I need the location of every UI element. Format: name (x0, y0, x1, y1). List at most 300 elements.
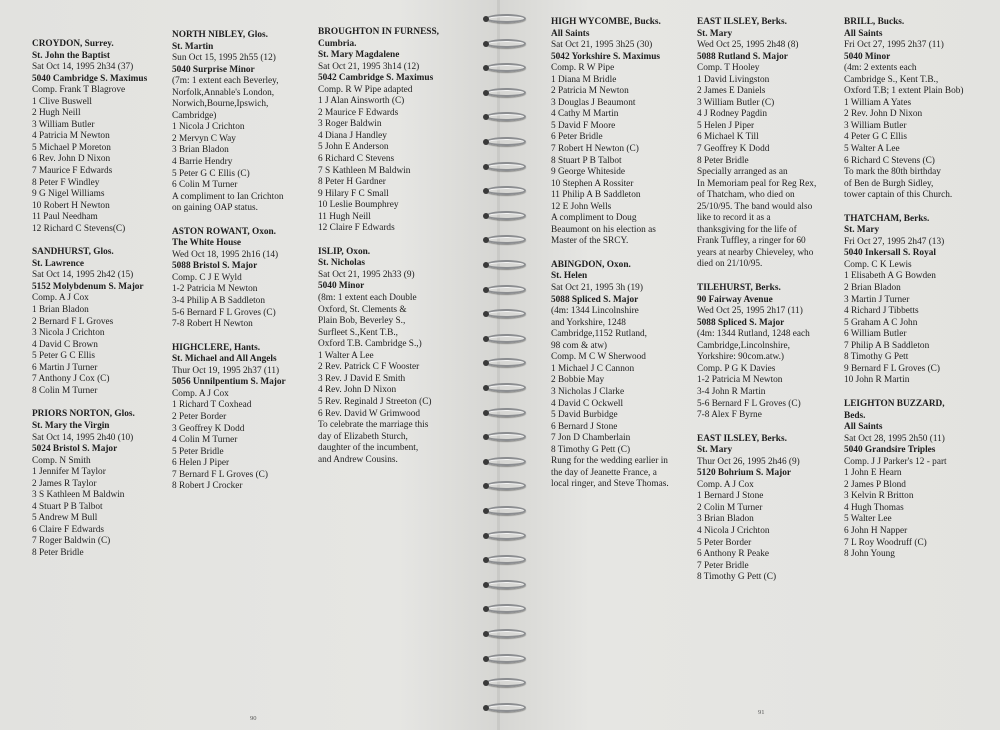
peal-line: 8 Peter Bridle (32, 547, 84, 558)
spiral-ring (486, 63, 526, 72)
peal-line: 1 Diana M Bridle (551, 74, 617, 85)
peal-line: Comp. C J E Wyld (172, 272, 242, 283)
peal-line: Comp. R W Pipe (551, 63, 615, 74)
peal-line: 5024 Bristol S. Major (32, 444, 118, 455)
binding-hole (483, 360, 489, 366)
peal-line: 5040 Minor (318, 281, 365, 292)
peal-line: 6 Bernard J Stone (551, 421, 618, 432)
peal-line: 11 Hugh Neill (318, 211, 371, 222)
binding-hole (483, 16, 489, 22)
peal-line: 5042 Yorkshire S. Maximus (551, 51, 660, 62)
peal-line: 5 Graham A C John (844, 317, 918, 328)
peal-line: Comp. M C W Sherwood (551, 352, 646, 363)
peal-line: 6 Rev. David W Grimwood (318, 408, 421, 419)
peal-line: Cumbria. (318, 38, 357, 49)
peal-line: Yorkshire: 90com.atw.) (697, 352, 785, 363)
peal-line: 5 Walter A Lee (844, 144, 900, 155)
peal-line: Comp. A J Cox (32, 293, 89, 304)
peal-line: 12 Richard C Stevens(C) (32, 223, 126, 234)
peal-line: 10 Robert H Newton (32, 200, 110, 211)
peal-line: 2 Peter Border (172, 411, 227, 422)
peal-record (844, 214, 994, 387)
spiral-ring (486, 112, 526, 121)
peal-line: 1-2 Patricia M Newton (172, 284, 258, 295)
peal-line: on gaining OAP status. (172, 203, 258, 214)
peal-line: Comp. A J Cox (697, 479, 754, 490)
peal-line: Frank Tuffley, a ringer for 60 (697, 236, 806, 247)
peal-line: 6 Helen J Piper (172, 458, 230, 469)
peal-line: 7-8 Robert H Newton (172, 319, 253, 330)
peal-line: St. Mary (844, 225, 880, 236)
peal-line: 10 Leslie Boumphrey (318, 200, 399, 211)
peal-line: St. Mary Magdalene (318, 50, 400, 61)
peal-record (551, 17, 691, 248)
spiral-ring (486, 555, 526, 564)
peal-line: 5 Peter G C Ellis (32, 351, 96, 362)
spiral-ring (486, 260, 526, 269)
peal-line: 5 Andrew M Bull (32, 513, 98, 524)
peal-line: 4 Richard J Tibbetts (844, 306, 919, 317)
spiral-ring (486, 309, 526, 318)
peal-line: 2 Patricia M Newton (551, 86, 629, 97)
peal-line: Thur Oct 19, 1995 2h37 (11) (172, 365, 280, 376)
peal-line: All Saints (551, 28, 590, 39)
peal-line: 5040 Grandsire Triples (844, 445, 936, 456)
peal-line: NORTH NIBLEY, Glos. (172, 30, 268, 40)
peal-line: like to record it as a (697, 213, 771, 224)
peal-line: 5040 Minor (844, 51, 891, 62)
peal-line: 12 Claire F Edwards (318, 223, 395, 234)
peal-line: 3 William Butler (844, 120, 907, 131)
peal-line: tower captain of this Church. (844, 190, 953, 201)
peal-line: 4 Peter G C Ellis (844, 132, 908, 143)
peal-line: 2 Maurice F Edwards (318, 107, 399, 118)
peal-line: 4 Patricia M Newton (32, 131, 110, 142)
peal-column-2 (172, 30, 312, 493)
peal-line: 5 John E Anderson (318, 142, 389, 153)
spiral-ring (486, 678, 526, 687)
peal-line: TILEHURST, Berks. (697, 283, 781, 294)
binding-hole (483, 508, 489, 514)
peal-line: 6 William Butler (844, 329, 907, 340)
peal-record (32, 39, 162, 235)
peal-record (844, 17, 994, 202)
binding-hole (483, 65, 489, 71)
peal-record (697, 434, 837, 584)
peal-line: LEIGHTON BUZZARD, (844, 398, 945, 409)
peal-line: 2 Rev. Patrick C F Wooster (318, 362, 420, 373)
peal-column-5 (697, 17, 837, 584)
peal-line: local ringer, and Steve Thomas. (551, 479, 669, 490)
peal-line: HIGHCLERE, Hants. (172, 342, 261, 353)
peal-line: Sun Oct 15, 1995 2h55 (12) (172, 53, 276, 64)
peal-line: 2 Brian Bladon (844, 283, 901, 294)
peal-record (318, 247, 468, 466)
peal-line: A compliment to Doug (551, 213, 637, 224)
page-number-left: 90 (250, 715, 257, 722)
peal-line: 1 William A Yates (844, 97, 912, 108)
spiral-ring (486, 358, 526, 367)
peal-line: 3-4 Philip A B Saddleton (172, 296, 265, 307)
peal-line: 7 Bernard F L Groves (C) (172, 469, 268, 480)
peal-line: CROYDON, Surrey. (32, 39, 114, 49)
peal-line: 7 Jon D Chamberlain (551, 433, 631, 444)
peal-line: St. Michael and All Angels (172, 354, 277, 365)
peal-line: 11 Paul Needham (32, 212, 98, 223)
peal-line: Sat Oct 21, 1995 3h (19) (551, 283, 643, 294)
peal-record (551, 260, 691, 491)
peal-line: EAST ILSLEY, Berks. (697, 17, 787, 27)
spiral-ring (486, 39, 526, 48)
peal-line: All Saints (844, 28, 883, 39)
peal-line: daughter of the incumbent, (318, 443, 419, 454)
peal-line: 3 Nicola J Crichton (32, 328, 105, 339)
peal-column-6 (844, 17, 994, 561)
peal-line: 8 Stuart P B Talbot (551, 155, 622, 166)
peal-line: (8m: 1 extent each Double (318, 293, 417, 304)
binding-hole (483, 262, 489, 268)
peal-column-1 (32, 39, 162, 560)
binding-hole (483, 114, 489, 120)
peal-line: 6 John H Napper (844, 525, 908, 536)
binding-hole (483, 287, 489, 293)
binding-hole (483, 680, 489, 686)
peal-line: Comp. J J Parker's 12 - part (844, 456, 947, 467)
peal-line: Sat Oct 21, 1995 3h14 (12) (318, 61, 420, 72)
spiral-ring (486, 457, 526, 466)
peal-line: 98 com & atw) (551, 340, 608, 351)
spiral-ring (486, 580, 526, 589)
peal-line: Wed Oct 25, 1995 2h48 (8) (697, 40, 799, 51)
peal-line: Wed Oct 25, 1995 2h17 (11) (697, 306, 803, 317)
binding-hole (483, 533, 489, 539)
peal-line: Wed Oct 18, 1995 2h16 (14) (172, 249, 279, 260)
peal-line: St. Mary the Virgin (32, 420, 110, 431)
peal-line: 7 Anthony J Cox (C) (32, 374, 110, 385)
peal-line: 5 David Burbidge (551, 410, 618, 421)
peal-line: 5040 Surprise Minor (172, 64, 255, 75)
peal-line: and Yorkshire, 1248 (551, 317, 626, 328)
spiral-ring (486, 654, 526, 663)
peal-line: Norwich,Bourne,Ipswich, (172, 99, 269, 110)
peal-record (172, 227, 312, 331)
peal-line: 8 Peter F Windley (32, 177, 100, 188)
peal-line: Norfolk,Annable's London, (172, 87, 275, 98)
peal-line: 1-2 Patricia M Newton (697, 375, 783, 386)
peal-line: 9 George Whiteside (551, 167, 626, 178)
peal-line: 7 Peter Bridle (697, 560, 749, 571)
peal-record (318, 27, 468, 235)
peal-line: 90 Fairway Avenue (697, 294, 773, 305)
peal-line: Oxford T.B; 1 extent Plain Bob) (844, 86, 964, 97)
peal-line: Sat Oct 21, 1995 2h33 (9) (318, 269, 415, 280)
binding-hole (483, 237, 489, 243)
peal-line: (4m: 1344 Lincolnshire (551, 306, 639, 317)
peal-line: 1 Michael J C Cannon (551, 363, 635, 374)
spiral-ring (486, 629, 526, 638)
peal-line: 2 Bobbie May (551, 375, 605, 386)
peal-line: 1 John E Hearn (844, 468, 902, 479)
peal-line: 5120 Bohrium S. Major (697, 468, 791, 479)
peal-line: 3 S Kathleen M Baldwin (32, 490, 125, 501)
peal-record (697, 283, 837, 422)
spiral-ring (486, 88, 526, 97)
peal-line: ISLIP, Oxon. (318, 246, 371, 257)
peal-line: 9 G Nigel Williams (32, 189, 105, 200)
peal-line: Comp. R W Pipe adapted (318, 84, 413, 95)
binding-hole (483, 459, 489, 465)
peal-line: Sat Oct 21, 1995 3h25 (30) (551, 40, 653, 51)
binding-hole (483, 410, 489, 416)
peal-line: 5042 Cambridge S. Maximus (318, 73, 434, 84)
peal-line: day of Elizabeth Sturch, (318, 431, 408, 442)
binding-hole (483, 606, 489, 612)
peal-line: Oxford, St. Clements & (318, 304, 407, 315)
spiral-ring (486, 432, 526, 441)
peal-line: (4m: 1344 Rutland, 1248 each (697, 329, 810, 340)
peal-line: 6 Claire F Edwards (32, 524, 105, 535)
peal-line: BROUGHTON IN FURNESS, (318, 27, 439, 37)
peal-line: 2 James E Daniels (697, 86, 766, 97)
peal-line: HIGH WYCOMBE, Bucks. (551, 17, 661, 27)
binding-hole (483, 164, 489, 170)
peal-line: Sat Oct 14, 1995 2h34 (37) (32, 62, 134, 73)
peal-line: 8 Colin M Turner (32, 385, 98, 396)
peal-line: died on 21/10/95. (697, 259, 763, 270)
spiral-ring (486, 506, 526, 515)
peal-column-4 (551, 17, 691, 491)
peal-line: 5 Walter Lee (844, 514, 892, 525)
spiral-ring (486, 211, 526, 220)
peal-line: Comp. Frank T Blagrove (32, 85, 126, 96)
peal-line: 10 Stephen A Rossiter (551, 178, 634, 189)
peal-line: 1 Jennifer M Taylor (32, 467, 106, 478)
peal-line: 7 Roger Baldwin (C) (32, 536, 111, 547)
peal-line: 2 Colin M Turner (697, 502, 763, 513)
peal-line: and Andrew Cousins. (318, 454, 398, 465)
binding-hole (483, 385, 489, 391)
spiral-ring (486, 383, 526, 392)
peal-line: 3 Rev. J David E Smith (318, 373, 406, 384)
peal-line: Sat Oct 28, 1995 2h50 (11) (844, 433, 945, 444)
peal-line: 8 Timothy G Pett (C) (551, 444, 631, 455)
peal-line: 5088 Spliced S. Major (697, 317, 785, 328)
spiral-ring (486, 531, 526, 540)
peal-line: 3 Douglas J Beaumont (551, 97, 636, 108)
peal-line: 5088 Spliced S. Major (551, 294, 639, 305)
peal-line: 10 John R Martin (844, 375, 910, 386)
peal-line: 5 Peter Border (697, 537, 752, 548)
peal-line: Comp. N Smith (32, 455, 91, 466)
peal-line: Beaumont on his election as (551, 224, 656, 235)
binding-hole (483, 188, 489, 194)
peal-line: the day of Jeanette France, a (551, 467, 657, 478)
peal-line: 1 Richard T Coxhead (172, 400, 252, 411)
spiral-ring (486, 604, 526, 613)
peal-line: 9 Hilary F C Small (318, 188, 389, 199)
binding-hole (483, 631, 489, 637)
peal-line: 6 Anthony R Peake (697, 549, 770, 560)
peal-line: 2 Hugh Neill (32, 108, 81, 119)
peal-line: 6 Martin J Turner (32, 362, 98, 373)
peal-line: 5-6 Bernard F L Groves (C) (697, 398, 801, 409)
peal-line: 1 Elisabeth A G Bowden (844, 271, 936, 282)
peal-line: SANDHURST, Glos. (32, 247, 114, 258)
peal-line: In Memoriam peal for Reg Rex, (697, 178, 817, 189)
peal-line: 4 Rev. John D Nixon (318, 385, 397, 396)
peal-line: 9 Bernard F L Groves (C) (844, 363, 940, 374)
peal-line: 1 Bernard J Stone (697, 491, 764, 502)
peal-line: A compliment to Ian Crichton (172, 191, 284, 202)
peal-line: 8 Timothy G Pett (C) (697, 572, 777, 583)
peal-line: Specially arranged as an (697, 167, 788, 178)
peal-line: 3-4 John R Martin (697, 386, 766, 397)
peal-line: 5088 Bristol S. Major (172, 261, 258, 272)
peal-line: 4 Cathy M Martin (551, 109, 619, 120)
spiral-ring (486, 334, 526, 343)
binding-hole (483, 311, 489, 317)
spiral-ring (486, 137, 526, 146)
peal-line: of Thatcham, who died on (697, 190, 795, 201)
peal-line: 8 Peter H Gardner (318, 177, 386, 188)
peal-line: Comp. P G K Davies (697, 363, 776, 374)
peal-line: 4 David C Ockwell (551, 398, 624, 409)
peal-record (844, 399, 994, 561)
peal-line: 5 Rev. Reginald J Streeton (C) (318, 396, 432, 407)
peal-line: 2 Mervyn C Way (172, 133, 236, 144)
spiral-ring (486, 186, 526, 195)
peal-line: All Saints (844, 422, 883, 433)
peal-line: ASTON ROWANT, Oxon. (172, 226, 277, 237)
peal-line: 2 Rev. John D Nixon (844, 109, 923, 120)
peal-column-3 (318, 27, 468, 466)
peal-line: 1 Walter A Lee (318, 350, 374, 361)
peal-line: St. Helen (551, 271, 588, 282)
peal-line: Master of the SRCY. (551, 236, 629, 247)
peal-line: 8 John Young (844, 549, 895, 560)
binding-hole (483, 139, 489, 145)
peal-line: To mark the 80th birthday (844, 167, 941, 178)
peal-line: 12 E John Wells (551, 201, 612, 212)
peal-line: 3 Brian Bladon (172, 145, 229, 156)
peal-line: Fri Oct 27, 1995 2h37 (11) (844, 40, 944, 51)
spiral-ring (486, 408, 526, 417)
peal-line: 5 Helen J Piper (697, 120, 755, 131)
peal-record (172, 343, 312, 493)
peal-line: 5 Peter G C Ellis (C) (172, 168, 250, 179)
peal-line: 3 Roger Baldwin (318, 119, 382, 130)
peal-line: 1 David Livingston (697, 74, 770, 85)
peal-line: of Ben de Burgh Sidley, (844, 178, 934, 189)
peal-line: Comp. C K Lewis (844, 259, 912, 270)
peal-line: thanksgiving for the life of (697, 224, 797, 235)
peal-line: St. Lawrence (32, 258, 84, 269)
peal-line: St. Mary (697, 28, 733, 39)
peal-line: 4 David C Brown (32, 339, 98, 350)
spiral-ring (486, 162, 526, 171)
peal-line: 5040 Inkersall S. Royal (844, 248, 936, 259)
peal-line: 6 Michael K Till (697, 132, 759, 143)
peal-line: 6 Peter Bridle (551, 132, 603, 143)
peal-record (697, 17, 837, 271)
peal-record (32, 409, 162, 559)
peal-line: Rung for the wedding earlier in (551, 456, 668, 467)
peal-line: Plain Bob, Beverley S., (318, 316, 406, 327)
binding-hole (483, 41, 489, 47)
peal-line: The White House (172, 238, 242, 249)
peal-line: 11 Philip A B Saddleton (551, 190, 641, 201)
spiral-binding (482, 0, 532, 730)
peal-line: 3 Nicholas J Clarke (551, 386, 625, 397)
peal-line: 1 Clive Buswell (32, 96, 92, 107)
peal-line: 8 Robert J Crocker (172, 481, 243, 492)
peal-line: (4m: 2 extents each (844, 63, 917, 74)
peal-line: 1 Brian Bladon (32, 305, 89, 316)
peal-line: years at nearby Chieveley, who (697, 247, 814, 258)
peal-line: 3 Kelvin R Britton (844, 491, 914, 502)
peal-line: 3 Geoffrey K Dodd (172, 423, 245, 434)
peal-line: 6 Richard C Stevens (C) (844, 155, 935, 166)
peal-line: 2 James P Blond (844, 479, 906, 490)
peal-line: 5040 Cambridge S. Maximus (32, 73, 148, 84)
page-number-right: 91 (758, 709, 765, 716)
peal-line: 5088 Rutland S. Major (697, 51, 788, 62)
peal-line: St. Martin (172, 41, 214, 52)
binding-hole (483, 483, 489, 489)
spiral-ring (486, 285, 526, 294)
peal-line: Sat Oct 14, 1995 2h40 (10) (32, 432, 134, 443)
peal-line: Comp. T Hooley (697, 63, 760, 74)
peal-line: 5 Michael P Moreton (32, 142, 111, 153)
peal-line: PRIORS NORTON, Glos. (32, 409, 135, 420)
spiral-ring (486, 235, 526, 244)
binding-hole (483, 434, 489, 440)
binding-hole (483, 557, 489, 563)
peal-line: 5152 Molybdenum S. Major (32, 281, 144, 292)
peal-line: THATCHAM, Berks. (844, 213, 930, 224)
peal-line: 1 J Alan Ainsworth (C) (318, 96, 405, 107)
peal-line: 4 Hugh Thomas (844, 502, 904, 513)
peal-line: 7 L Roy Woodruff (C) (844, 537, 927, 548)
peal-line: Beds. (844, 410, 866, 421)
peal-line: 6 Rev. John D Nixon (32, 154, 111, 165)
peal-line: 7 S Kathleen M Baldwin (318, 165, 411, 176)
binding-hole (483, 336, 489, 342)
peal-line: 4 Diana J Handley (318, 130, 387, 141)
binding-hole (483, 656, 489, 662)
peal-line: Cambridge,1152 Rutland, (551, 329, 647, 340)
peal-line: 7 Robert H Newton (C) (551, 144, 639, 155)
peal-line: EAST ILSLEY, Berks. (697, 433, 787, 444)
binding-hole (483, 582, 489, 588)
peal-record (32, 247, 162, 397)
peal-line: 4 Stuart P B Talbot (32, 501, 103, 512)
peal-line: 7-8 Alex F Byrne (697, 410, 762, 421)
peal-line: 8 Timothy G Pett (844, 352, 909, 363)
peal-line: 4 J Rodney Pagdin (697, 109, 767, 120)
spiral-ring (486, 14, 526, 23)
peal-line: 7 Philip A B Saddleton (844, 340, 930, 351)
peal-line: (7m: 1 extent each Beverley, (172, 76, 279, 87)
peal-line: 25/10/95. The band would also (697, 201, 813, 212)
peal-line: BRILL, Bucks. (844, 17, 905, 27)
peal-line: 5056 Unnilpentium S. Major (172, 377, 286, 388)
peal-line: Thur Oct 26, 1995 2h46 (9) (697, 456, 800, 467)
peal-line: To celebrate the marriage this (318, 420, 429, 431)
binding-hole (483, 213, 489, 219)
peal-line: Fri Oct 27, 1995 2h47 (13) (844, 236, 945, 247)
peal-line: 2 James R Taylor (32, 478, 97, 489)
